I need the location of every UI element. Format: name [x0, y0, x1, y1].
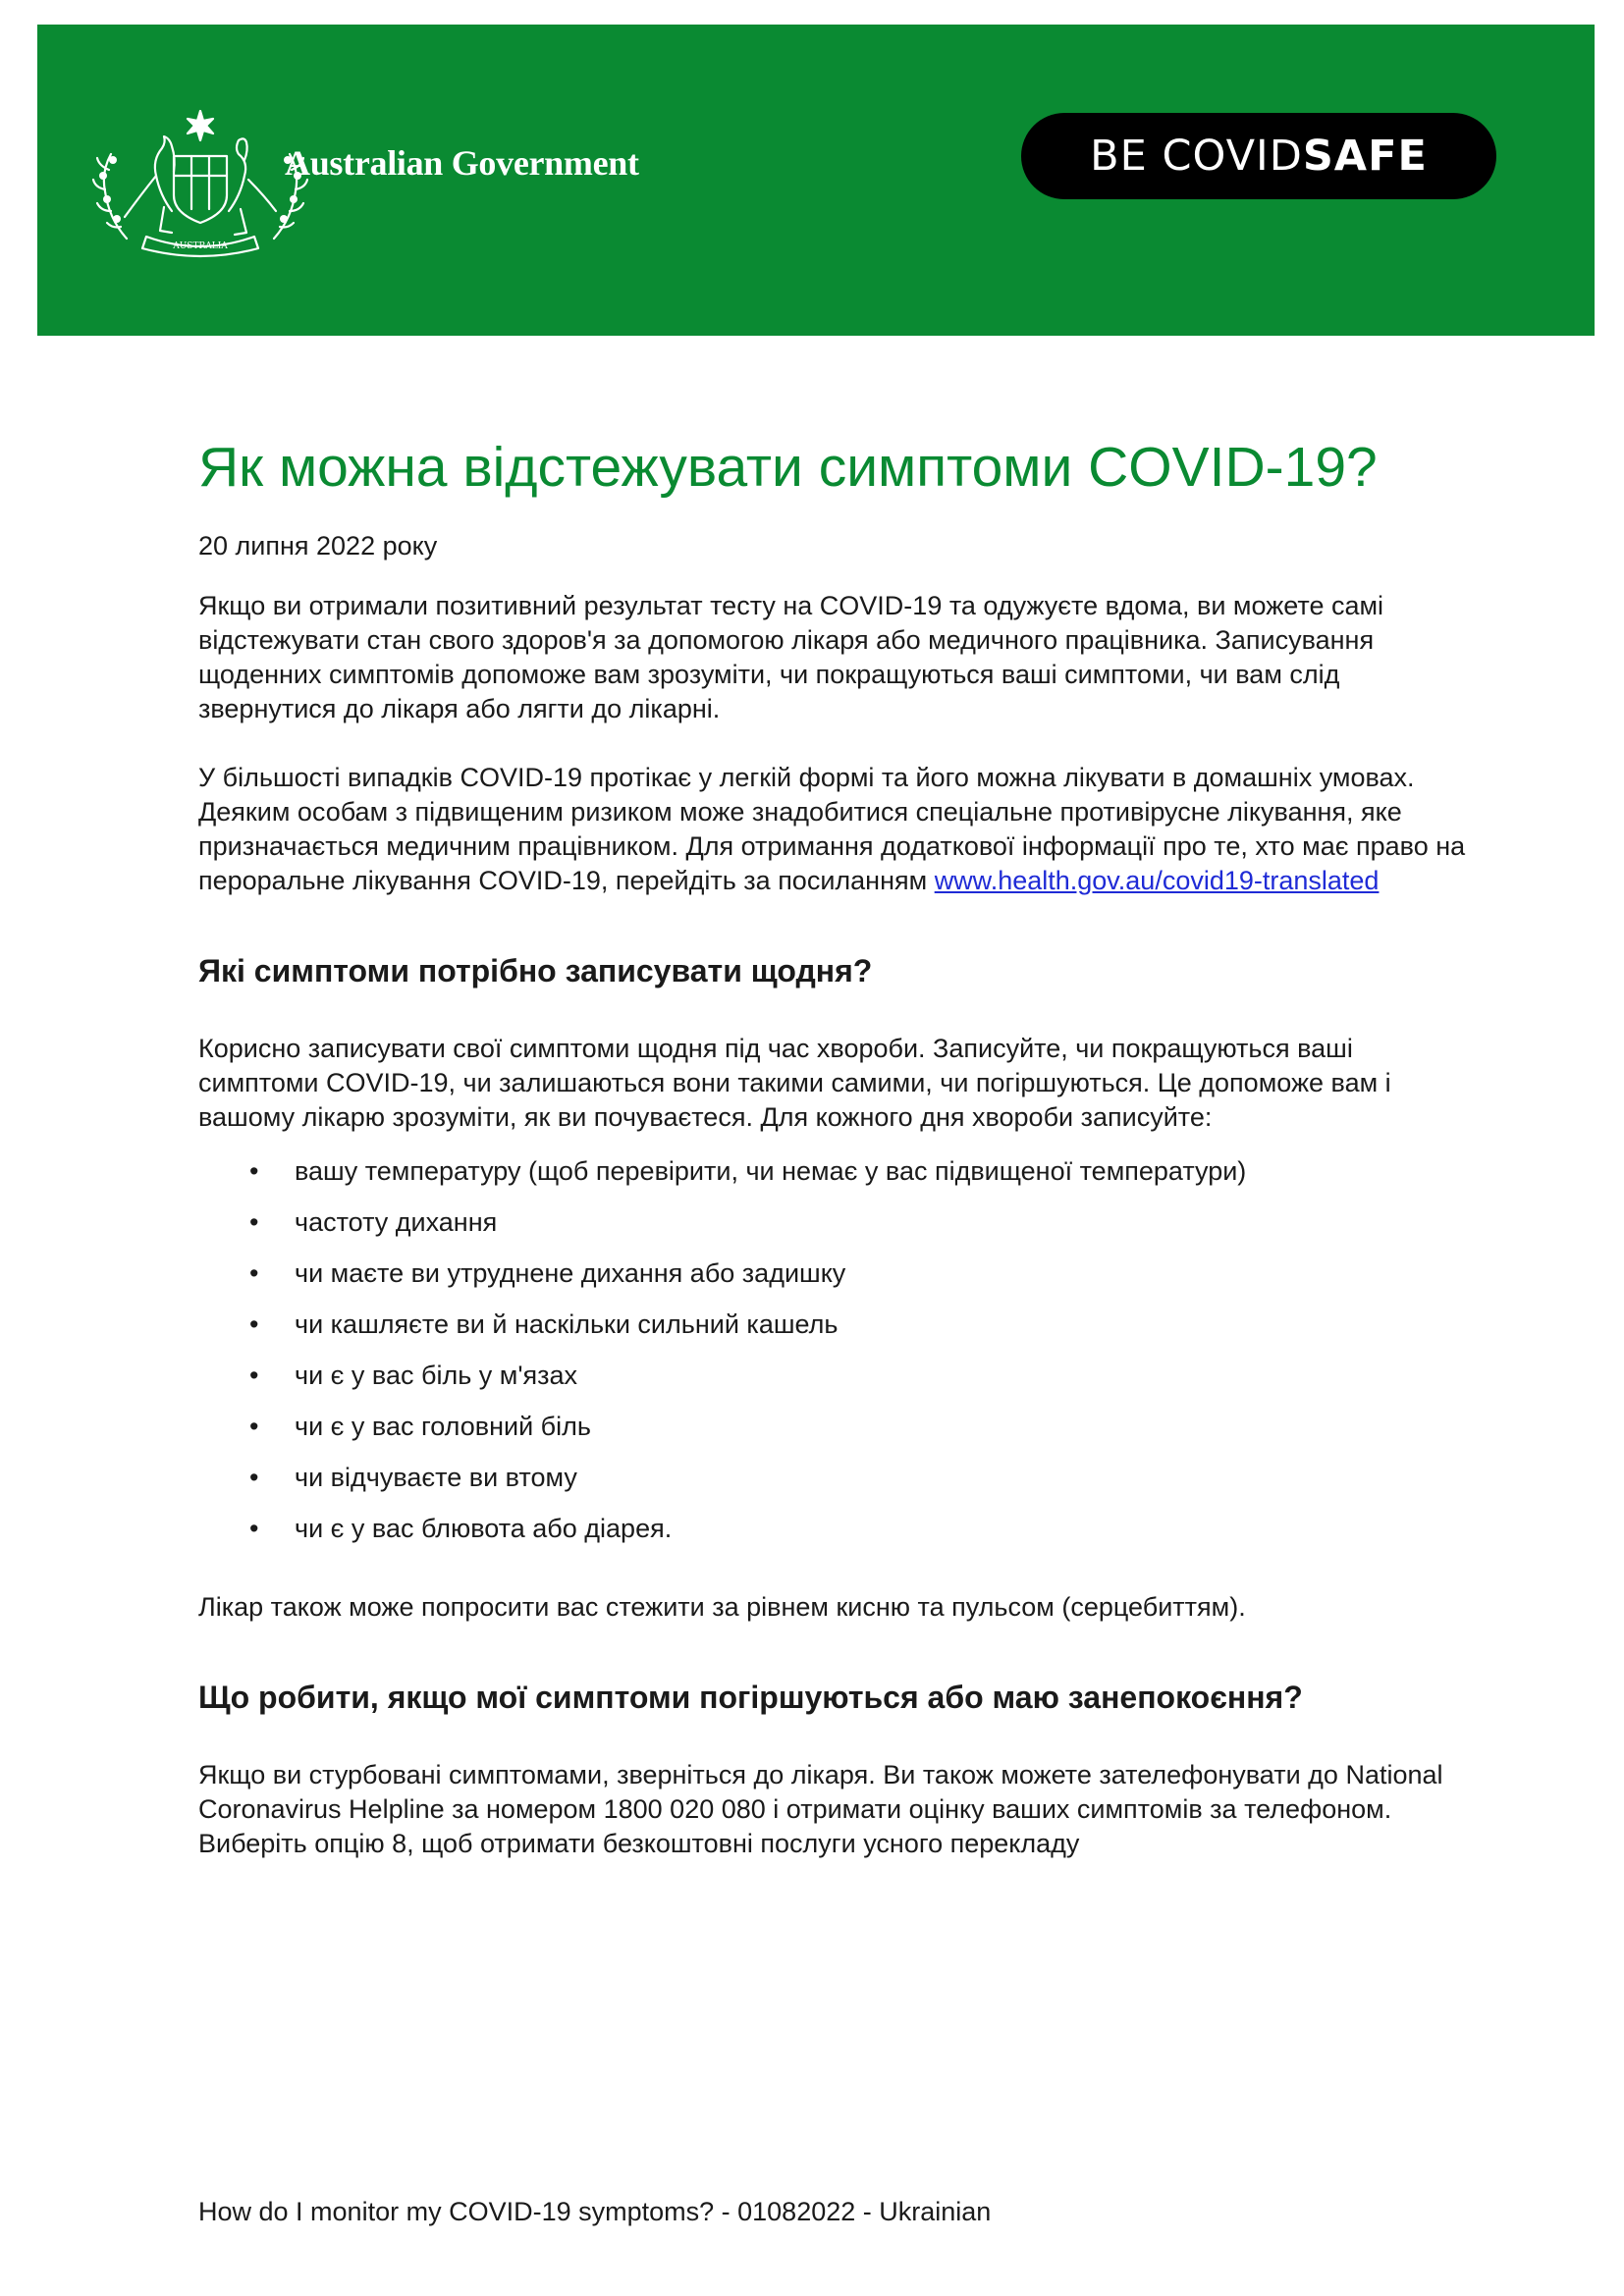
list-item: [198, 1359, 1475, 1393]
list-item-text: чи маєте ви утруднене дихання або задишку: [295, 1258, 846, 1288]
treatment-paragraph-text: У більшості випадків COVID-19 протікає у легкій формі та його можна лікувати в домашніх умовах. Деяким особам з підвищеним ризиком може знадобитися спеціальне противірусне лікування, яке призначається медичним працівником. Для отримання додаткової інформації про те, хто має право на пероральне лікування COVID-19, перейдіть за посиланням: [198, 763, 1466, 895]
page-title: Як можна відстежувати симптоми COVID-19?: [198, 436, 1378, 499]
list-item: [198, 1256, 1475, 1291]
symptom-list: [198, 1154, 1475, 1546]
bullet-icon: •: [249, 1412, 259, 1441]
list-item-text: чи є у вас головний біль: [295, 1412, 591, 1441]
section-heading-worsening: Що робити, якщо мої симптоми погіршуються або маю занепокоєння?: [198, 1680, 1303, 1715]
treatment-paragraph: [198, 761, 1475, 898]
list-item-text: чи кашляєте ви й наскільки сильний кашель: [295, 1309, 839, 1339]
bullet-icon: •: [249, 1361, 259, 1390]
government-name: Australian Government: [285, 143, 639, 183]
document-body: [198, 432, 1475, 1861]
bullet-icon: •: [249, 1463, 259, 1492]
bullet-icon: •: [249, 1156, 259, 1186]
list-item: [198, 1461, 1475, 1495]
list-item: [198, 1410, 1475, 1444]
bullet-icon: •: [249, 1207, 259, 1237]
badge-text-part2: SAFE: [1302, 132, 1428, 181]
list-item: [198, 1205, 1475, 1240]
list-item-text: чи відчуваєте ви втому: [295, 1463, 577, 1492]
list-item-text: чи є у вас біль у м'язах: [295, 1361, 578, 1390]
be-covidsafe-badge: [1021, 113, 1496, 199]
list-item: [198, 1308, 1475, 1342]
coat-of-arms-icon: [91, 101, 309, 258]
list-item-text: частоту дихання: [295, 1207, 498, 1237]
bullet-icon: •: [249, 1514, 259, 1543]
badge-text-part1: BE COVID: [1090, 132, 1303, 181]
section-heading-symptoms: Які симптоми потрібно записувати щодня?: [198, 953, 873, 988]
health-gov-link[interactable]: www.health.gov.au/covid19-translated: [934, 866, 1380, 895]
symptoms-intro: Корисно записувати свої симптоми щодня під час хвороби. Записуйте, чи покращуються ваші симптоми COVID-19, чи залишаються вони такими самими, чи погіршуються. Це допоможе вам і вашому лікарю зрозуміти, як ви почуваєтеся. Для кожного дня хвороби записуйте:: [198, 1034, 1391, 1132]
list-item: [198, 1154, 1475, 1189]
publication-date: 20 липня 2022 року: [198, 531, 438, 561]
intro-paragraph: Якщо ви отримали позитивний результат тесту на COVID-19 та одужуєте вдома, ви можете самі відстежувати стан свого здоров'я за допомогою лікаря або медичного працівника. Записування щоденних симптомів допоможе вам зрозуміти, чи покращуються ваші симптоми, чи вам слід звернутися до лікаря або лягти до лікарні.: [198, 591, 1384, 723]
oxygen-note: Лікар також може попросити вас стежити за рівнем кисню та пульсом (серцебиттям).: [198, 1592, 1246, 1622]
helpline-paragraph: Якщо ви стурбовані симптомами, зверніться до лікаря. Ви також можете зателефонувати до National Coronavirus Helpline за номером 1800 020 080 і отримати оцінку ваших симптомів за телефоном. Виберіть опцію 8, щоб отримати безкоштовні послуги усного перекладу: [198, 1760, 1443, 1858]
crest-label: AUSTRALIA: [173, 241, 228, 251]
page-footer: How do I monitor my COVID-19 symptoms? - 01082022 - Ukrainian: [198, 2197, 992, 2226]
bullet-icon: •: [249, 1258, 259, 1288]
bullet-icon: •: [249, 1309, 259, 1339]
list-item: [198, 1512, 1475, 1546]
list-item-text: вашу температуру (щоб перевірити, чи немає у вас підвищеної температури): [295, 1156, 1247, 1186]
list-item-text: чи є у вас блювота або діарея.: [295, 1514, 673, 1543]
